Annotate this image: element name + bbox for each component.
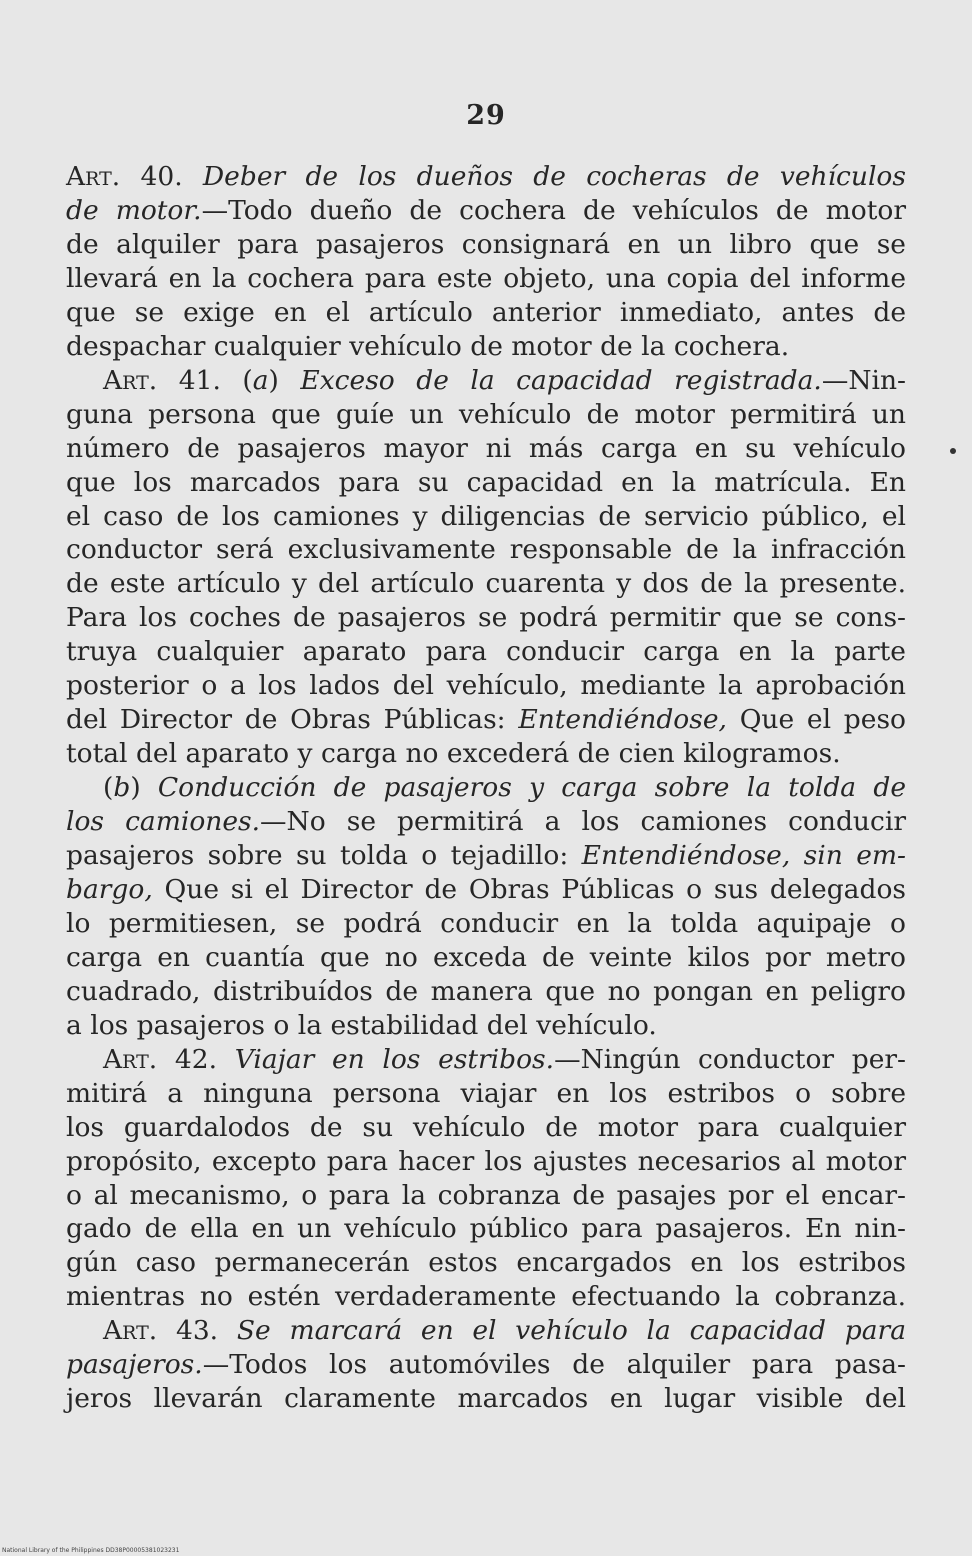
text-run: mitirá a ninguna persona viajar en los estribos o sobre xyxy=(66,1077,906,1109)
text-run: . 41. ( xyxy=(148,364,253,396)
text-line xyxy=(66,466,906,500)
text-run: a los pasajeros o la estabilidad del vehículo. xyxy=(66,1009,657,1041)
small-caps-text: Art xyxy=(103,1315,149,1347)
italic-text: Entendiéndose, xyxy=(518,704,727,736)
text-line xyxy=(103,364,906,398)
italic-text: Exceso de la capacidad registrada. xyxy=(300,364,822,396)
text-run: —Todos los automóviles de alquiler para pasa- xyxy=(202,1349,906,1381)
text-line xyxy=(66,1382,906,1416)
text-run: —No se permitirá a los camiones conducir xyxy=(260,806,906,838)
text-line xyxy=(66,907,906,941)
text-run: cuadrado, distribuídos de manera que no pongan en peligro xyxy=(66,975,906,1007)
text-run: mientras no estén verdaderamente efectuando la cobranza. xyxy=(66,1281,906,1313)
text-run: —Ningún conductor per- xyxy=(554,1043,906,1075)
text-line xyxy=(66,703,906,737)
small-caps-text: Art xyxy=(66,161,112,192)
text-run: Que el peso xyxy=(726,704,906,736)
page-number: 29 xyxy=(466,100,506,131)
text-line xyxy=(66,500,906,534)
italic-text: a xyxy=(252,364,269,396)
text-line xyxy=(66,296,906,330)
text-run: Para los coches de pasajeros se podrá permitir que se cons- xyxy=(66,602,906,634)
text-line xyxy=(66,160,906,194)
text-run: lo permitiesen, se podrá conducir en la tolda aquipaje o xyxy=(66,907,906,939)
text-run: —Nin- xyxy=(821,364,906,396)
text-line xyxy=(66,398,906,432)
text-line xyxy=(66,228,906,262)
text-run: del Director de Obras Públicas: xyxy=(66,704,519,736)
text-run: número de pasajeros mayor ni más carga en su vehículo xyxy=(66,432,906,464)
footer-stamp: National Library of the Philippines DD38P00005381023231 xyxy=(2,1547,180,1554)
text-line xyxy=(103,771,906,805)
text-line xyxy=(66,1280,906,1314)
text-run: ) xyxy=(130,772,158,804)
text-line xyxy=(66,669,906,703)
small-caps-text: Art xyxy=(103,1043,149,1075)
text-run: . 42. xyxy=(148,1043,235,1075)
text-line xyxy=(66,805,906,839)
italic-text: pasajeros. xyxy=(66,1349,203,1381)
text-run: de este artículo y del artículo cuarenta y dos de la presente. xyxy=(66,568,906,600)
text-run: los guardalodos de su vehículo de motor para cualquier xyxy=(66,1111,906,1143)
text-line xyxy=(66,194,906,228)
italic-text: de motor. xyxy=(66,194,202,226)
text-run: conductor será exclusivamente responsable de la infracción xyxy=(66,534,906,566)
text-line xyxy=(66,737,906,771)
text-run: truya cualquier aparato para conducir carga en la parte xyxy=(66,636,906,668)
italic-text: Entendiéndose, sin em- xyxy=(581,840,906,871)
text-run: que se exige en el artículo anterior inmediato, antes de xyxy=(66,296,906,328)
text-line xyxy=(66,873,906,907)
text-line xyxy=(66,839,906,873)
text-run: pasajeros sobre su tolda o tejadillo: xyxy=(66,840,582,871)
text-run: Que si el Director de Obras Públicas o sus delegados xyxy=(152,873,906,905)
text-run: el caso de los camiones y diligencias de servicio público, el xyxy=(66,500,906,532)
text-run: ( xyxy=(103,772,114,804)
text-run: . 40. xyxy=(111,161,203,192)
italic-text: Deber de los dueños de cocheras de vehículos xyxy=(202,161,906,192)
text-line xyxy=(66,432,906,466)
text-line xyxy=(66,601,906,635)
text-line xyxy=(66,1111,906,1145)
text-run: jeros llevarán claramente marcados en lugar visible del xyxy=(66,1383,906,1415)
text-run: guna persona que guíe un vehículo de motor permitirá un xyxy=(66,398,906,430)
text-run: llevará en la cochera para este objeto, una copia del informe xyxy=(66,262,906,294)
text-line xyxy=(66,1009,906,1043)
text-run: gado de ella en un vehículo público para pasajeros. En nin- xyxy=(66,1213,906,1245)
text-line xyxy=(66,1246,906,1280)
text-run: ) xyxy=(268,364,301,396)
text-run: que los marcados para su capacidad en la matrícula. En xyxy=(66,466,906,498)
text-line xyxy=(66,1145,906,1179)
text-run: de alquiler para pasajeros consignará en un libro que se xyxy=(66,228,906,260)
italic-text: Viajar en los estribos. xyxy=(234,1043,555,1075)
text-line xyxy=(66,1077,906,1111)
text-run: posterior o a los lados del vehículo, mediante la aprobación xyxy=(66,670,906,702)
text-line xyxy=(66,567,906,601)
text-run: . 43. xyxy=(148,1315,237,1347)
text-run: gún caso permanecerán estos encargados en los estribos xyxy=(66,1247,906,1279)
italic-text: Conducción de pasajeros y carga sobre la tolda de xyxy=(157,772,907,804)
text-line xyxy=(66,1179,906,1213)
italic-text: Se marcará en el vehículo la capacidad para xyxy=(236,1315,906,1347)
text-line xyxy=(103,1043,906,1077)
text-line xyxy=(66,941,906,975)
italic-text: b xyxy=(113,772,131,804)
text-line xyxy=(66,635,906,669)
text-line xyxy=(66,330,906,364)
text-run: carga en cuantía que no exceda de veinte kilos por metro xyxy=(66,941,906,973)
ink-mark xyxy=(950,448,956,454)
italic-text: bargo, xyxy=(66,873,153,905)
small-caps-text: Art xyxy=(103,364,149,396)
text-run: o al mecanismo, o para la cobranza de pasajes por el encar- xyxy=(66,1179,906,1211)
text-run: despachar cualquier vehículo de motor de la cochera. xyxy=(66,330,790,362)
text-line xyxy=(66,533,906,567)
italic-text: los camiones. xyxy=(66,806,261,838)
text-run: total del aparato y carga no excederá de cien kilogramos. xyxy=(66,738,841,770)
text-line xyxy=(66,262,906,296)
text-line xyxy=(66,1348,906,1382)
text-line xyxy=(66,1212,906,1246)
text-run: propósito, excepto para hacer los ajustes necesarios al motor xyxy=(66,1145,906,1177)
text-line xyxy=(103,1314,906,1348)
text-run: —Todo dueño de cochera de vehículos de motor xyxy=(201,194,906,226)
text-line xyxy=(66,975,906,1009)
